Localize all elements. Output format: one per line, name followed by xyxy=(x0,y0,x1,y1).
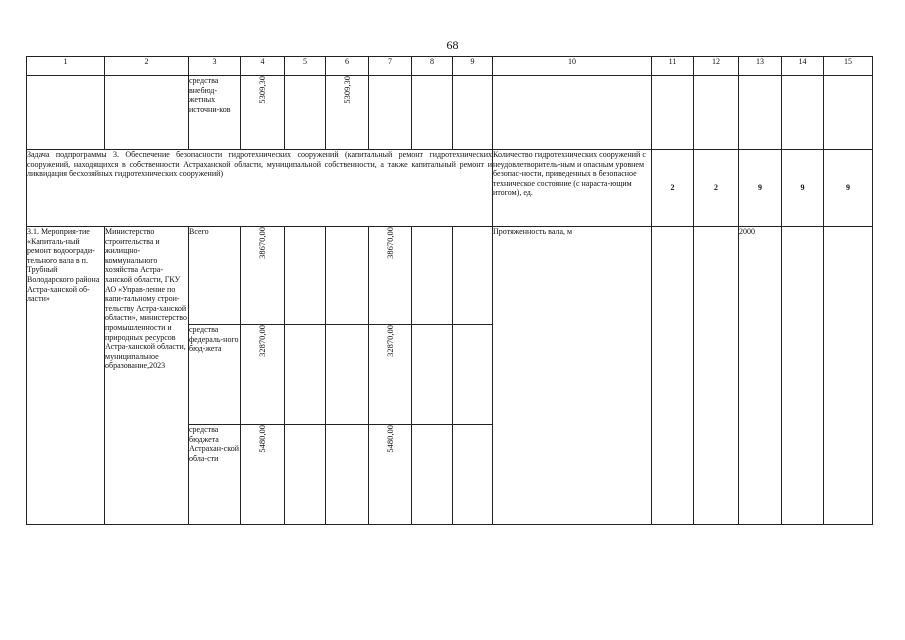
header-col-13: 13 xyxy=(739,57,782,76)
header-col-15: 15 xyxy=(824,57,873,76)
indicator-value: 9 xyxy=(782,150,824,227)
header-col-12: 12 xyxy=(694,57,739,76)
funding-source-cell: средства бюджета Астрахан-ской обла-сти xyxy=(189,425,241,525)
measure-indicator: Протяженность вала, м xyxy=(493,227,652,525)
header-col-14: 14 xyxy=(782,57,824,76)
funding-source-cell: средства федераль-ного бюд-жета xyxy=(189,325,241,425)
header-col-3: 3 xyxy=(189,57,241,76)
header-col-9: 9 xyxy=(453,57,493,76)
value-cell: 5480,00 xyxy=(384,425,395,453)
measure-executor: Министерство строительства и жилищно-коммунального хозяйства Астра-ханской области, ГКУ АО «Управ-ление по капи-тальному строи-тельству Астра-ханской области», министерство промышленности и природных ресурсов Астра-ханской области, муниципальное образование,2023 xyxy=(105,227,189,525)
table-row xyxy=(27,76,873,150)
value-cell: 32870,00 xyxy=(257,325,268,357)
value-cell: 5309,30 xyxy=(341,76,352,104)
value-cell: 32870,00 xyxy=(384,325,395,357)
header-col-7: 7 xyxy=(369,57,412,76)
task-row xyxy=(27,150,873,227)
indicator-value: 2 xyxy=(652,150,694,227)
value-cell: 38670,00 xyxy=(384,227,395,259)
header-row xyxy=(27,57,873,76)
header-col-6: 6 xyxy=(326,57,369,76)
header-col-1: 1 xyxy=(27,57,105,76)
funding-source-cell: Всего xyxy=(189,227,241,325)
value-cell: 5480,00 xyxy=(257,425,268,453)
indicator-value: 2000 xyxy=(739,227,782,525)
task-text: Задача подпрограммы 3. Обеспечение безопасности гидротехнических сооружений (капитальный ремонт гидротехнических сооружений, находящихся в собственности Астраханской области, муниципальной собственности, а также капитальный ремонт и ликвидация бесхозяйных гидротехнических сооружений) xyxy=(27,150,493,227)
page-number: 68 xyxy=(446,38,459,52)
program-table xyxy=(26,56,873,525)
task-indicator: Количество гидротехнических сооружений с неудовлетворитель-ным и опасным уровнем безопас-ности, приведенных в безопасное техническое состояние (с нараста-ющим итогом), ед. xyxy=(493,150,652,227)
measure-name: 3.1. Мероприя-тие «Капиталь-ный ремонт водоогради-тельного вала в п. Трубный Володарского района Астра-ханской об-ласти» xyxy=(27,227,105,525)
indicator-value: 9 xyxy=(739,150,782,227)
indicator-value: 2 xyxy=(694,150,739,227)
header-col-10: 10 xyxy=(493,57,652,76)
indicator-value: 9 xyxy=(824,150,873,227)
header-col-4: 4 xyxy=(241,57,285,76)
header-col-11: 11 xyxy=(652,57,694,76)
header-col-2: 2 xyxy=(105,57,189,76)
funding-source-cell: средства внебюд-жетных источни-ков xyxy=(189,76,241,150)
value-cell: 5309,30 xyxy=(257,76,268,104)
header-col-8: 8 xyxy=(412,57,453,76)
value-cell: 38670,00 xyxy=(257,227,268,259)
header-col-5: 5 xyxy=(285,57,326,76)
table-row xyxy=(27,227,873,325)
